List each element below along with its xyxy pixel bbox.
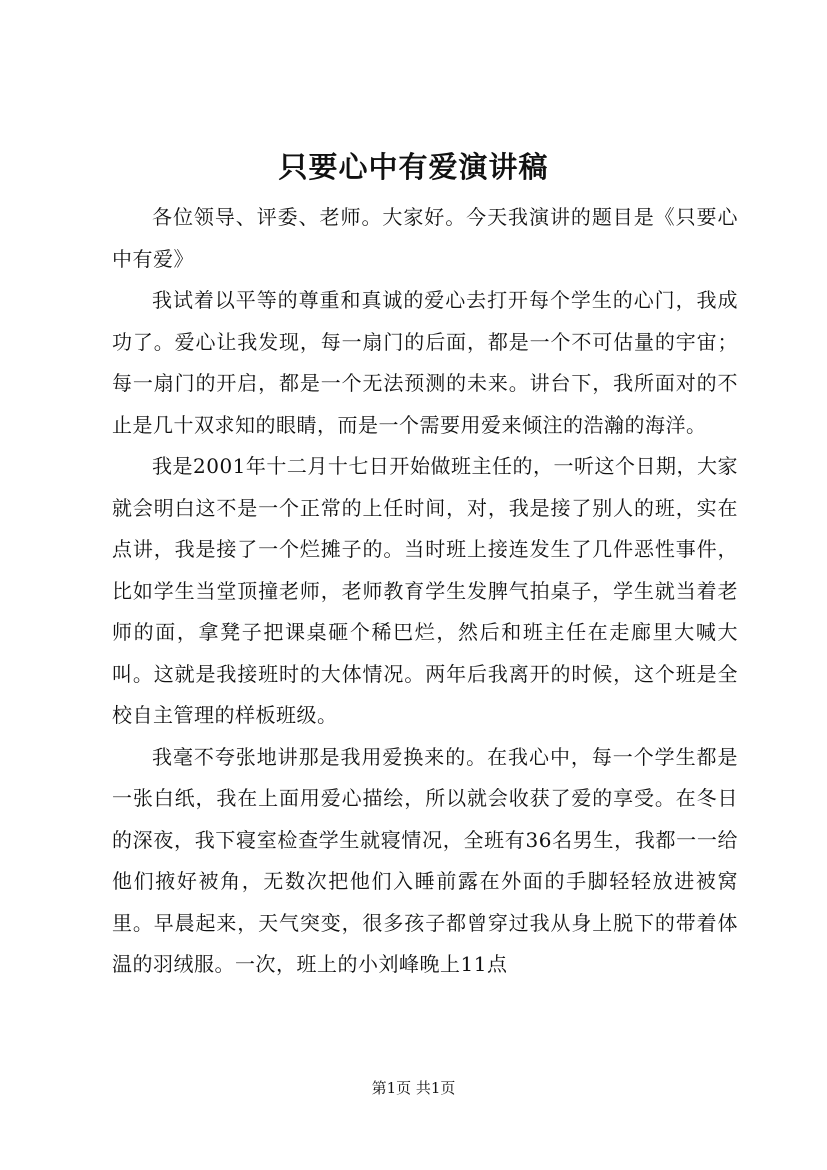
paragraph-greeting: 各位领导、评委、老师。大家好。今天我演讲的题目是《只要心中有爱》 — [112, 205, 738, 271]
document-title: 只要心中有爱演讲稿 — [278, 150, 549, 184]
paragraph-love-exchange: 我毫不夸张地讲那是我用爱换来的。在我心中，每一个学生都是一张白纸，我在上面用爱心描绘，所以就会收获了爱的享受。在冬日的深夜，我下寝室检查学生就寝情况，全班有36名男生，我都一一给他们掖好被角，无数次把他们入睡前露在外面的手脚轻轻放进被窝里。早晨起来，天气突变，很多孩子都曾穿过我从身上脱下的带着体温的羽绒服。一次，班上的小刘峰晚上11点 — [112, 744, 738, 976]
paragraph-heart-door: 我试着以平等的尊重和真诚的爱心去打开每个学生的心门，我成功了。爱心让我发现，每一扇门的后面，都是一个不可估量的宇宙；每一扇门的开启，都是一个无法预测的未来。讲台下，我所面对的不止是几十双求知的眼睛，而是一个需要用爱来倾注的浩瀚的海洋。 — [112, 288, 738, 437]
paragraph-class-history: 我是2001年十二月十七日开始做班主任的，一听这个日期，大家就会明白这不是一个正常的上任时间，对，我是接了别人的班，实在点讲，我是接了一个烂摊子的。当时班上接连发生了几件恶性事件，比如学生当堂顶撞老师，老师教育学生发脾气拍桌子，学生就当着老师的面，拿凳子把课桌砸个稀巴烂，然后和班主任在走廊里大喊大叫。这就是我接班时的大体情况。两年后我离开的时候，这个班是全校自主管理的样板班级。 — [112, 454, 738, 727]
document-body — [112, 197, 738, 986]
page-footer: 第1页 共1页 — [371, 1079, 456, 1097]
